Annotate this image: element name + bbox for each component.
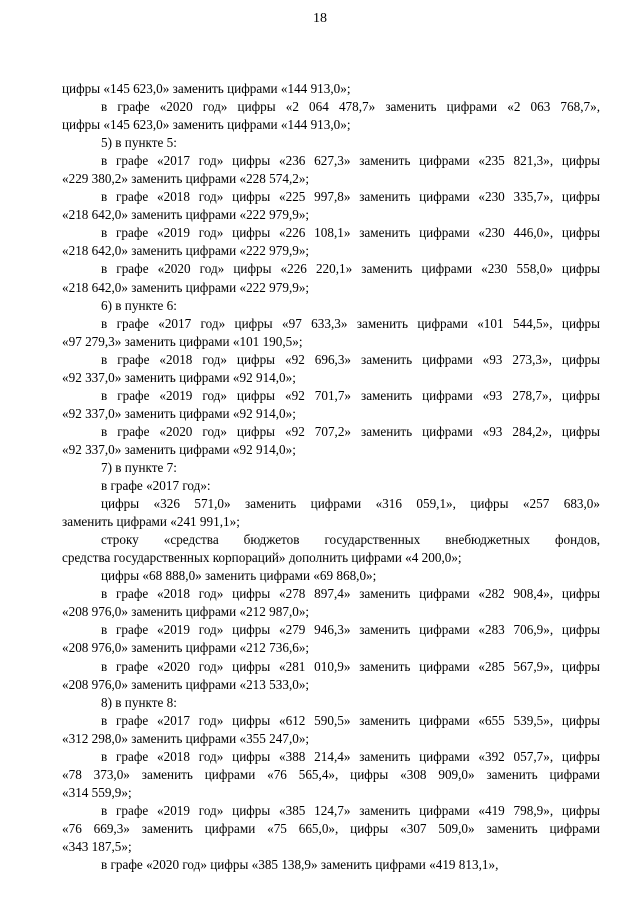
text-line: в графе «2020 год» цифры «2 064 478,7» заменить цифрами «2 063 768,7», (101, 99, 600, 115)
text-line: в графе «2020 год» цифры «226 220,1» заменить цифрами «230 558,0» цифры (101, 261, 600, 277)
document-body (62, 80, 600, 874)
text-line: в графе «2020 год» цифры «385 138,9» заменить цифрами «419 813,1», (101, 857, 499, 873)
text-line: строку «средства бюджетов государственных внебюджетных фондов, (101, 532, 600, 548)
text-line: 5) в пункте 5: (101, 135, 177, 151)
text-line: «97 279,3» заменить цифрами «101 190,5»; (62, 333, 303, 349)
text-line: средства государственных корпораций» дополнить цифрами «4 200,0»; (62, 550, 462, 566)
text-line: в графе «2019 год» цифры «92 701,7» заменить цифрами «93 278,7», цифры (101, 387, 600, 403)
text-line: «92 337,0» заменить цифрами «92 914,0»; (62, 369, 296, 385)
text-line: в графе «2017 год» цифры «612 590,5» заменить цифрами «655 539,5», цифры (101, 712, 600, 728)
text-line: в графе «2017 год» цифры «236 627,3» заменить цифрами «235 821,3», цифры (101, 153, 600, 169)
text-line: «218 642,0» заменить цифрами «222 979,9»; (62, 243, 310, 259)
text-line: «92 337,0» заменить цифрами «92 914,0»; (62, 441, 296, 457)
text-line: «92 337,0» заменить цифрами «92 914,0»; (62, 405, 296, 421)
text-line: в графе «2018 год» цифры «225 997,8» заменить цифрами «230 335,7», цифры (101, 189, 600, 205)
text-line: «208 976,0» заменить цифрами «212 987,0»; (62, 604, 310, 620)
text-line: в графе «2019 год» цифры «385 124,7» заменить цифрами «419 798,9», цифры (101, 802, 600, 818)
text-line: 7) в пункте 7: (101, 459, 177, 475)
text-line: «78 373,0» заменить цифрами «76 565,4», цифры «308 909,0» заменить цифрами (62, 766, 600, 782)
text-line: «76 669,3» заменить цифрами «75 665,0», цифры «307 509,0» заменить цифрами (62, 820, 600, 836)
text-line: цифры «326 571,0» заменить цифрами «316 059,1», цифры «257 683,0» (101, 496, 600, 512)
text-line: заменить цифрами «241 991,1»; (62, 514, 240, 530)
text-line: «312 298,0» заменить цифрами «355 247,0»; (62, 730, 310, 746)
text-line: «314 559,9»; (62, 784, 132, 800)
text-line: в графе «2020 год» цифры «92 707,2» заменить цифрами «93 284,2», цифры (101, 423, 600, 439)
text-line: в графе «2018 год» цифры «388 214,4» заменить цифрами «392 057,7», цифры (101, 748, 600, 764)
text-line: «208 976,0» заменить цифрами «212 736,6»; (62, 640, 310, 656)
text-line: цифры «145 623,0» заменить цифрами «144 913,0»; (62, 81, 351, 96)
text-line: «218 642,0» заменить цифрами «222 979,9»; (62, 279, 310, 295)
text-line: «208 976,0» заменить цифрами «213 533,0»; (62, 676, 310, 692)
text-line: в графе «2020 год» цифры «281 010,9» заменить цифрами «285 567,9», цифры (101, 658, 600, 674)
text-line: 8) в пункте 8: (101, 694, 177, 710)
text-line: в графе «2019 год» цифры «279 946,3» заменить цифрами «283 706,9», цифры (101, 622, 600, 638)
text-line: в графе «2018 год» цифры «92 696,3» заменить цифрами «93 273,3», цифры (101, 351, 600, 367)
text-line: «229 380,2» заменить цифрами «228 574,2»; (62, 171, 310, 187)
page-number: 18 (313, 11, 327, 26)
text-line: «218 642,0» заменить цифрами «222 979,9»; (62, 207, 310, 223)
text-line: в графе «2018 год» цифры «278 897,4» заменить цифрами «282 908,4», цифры (101, 586, 600, 602)
text-line: в графе «2017 год» цифры «97 633,3» заменить цифрами «101 544,5», цифры (101, 315, 600, 331)
text-line: в графе «2017 год»: (101, 478, 211, 494)
text-line: цифры «68 888,0» заменить цифрами «69 868,0»; (101, 568, 377, 584)
text-line: цифры «145 623,0» заменить цифрами «144 913,0»; (62, 117, 351, 133)
text-line: в графе «2019 год» цифры «226 108,1» заменить цифрами «230 446,0», цифры (101, 225, 600, 241)
text-line: «343 187,5»; (62, 838, 132, 854)
text-line: 6) в пункте 6: (101, 297, 177, 313)
